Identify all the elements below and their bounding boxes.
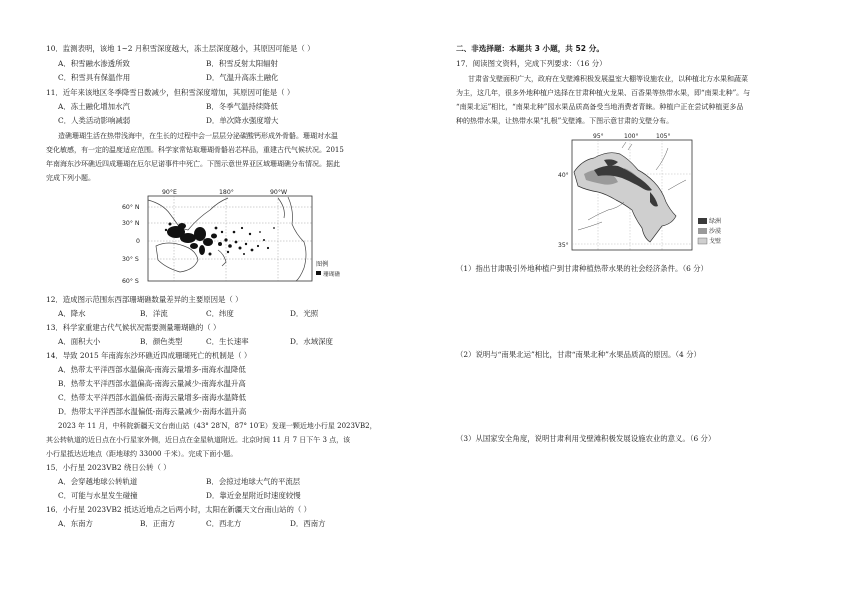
map1-lat-30s: 30° S <box>122 256 139 263</box>
q13-stem: 13．科学家重建古代气候状况需要测量珊瑚礁的（ ） <box>46 323 221 332</box>
passage1-line-3: 年南海东沙环礁近四成珊瑚在厄尔尼诺事件中死亡。下图示意世界亚区域珊瑚礁分布情况。据此 <box>46 160 340 168</box>
q14-option-c[interactable]: C．热带太平洋西部水温偏低-南海云量增多-南海水温降低 <box>58 393 247 402</box>
q15-stem: 15．小行星 2023VB2 绕日公转（ ） <box>46 463 171 472</box>
map2-lat-35: 35° <box>558 242 569 249</box>
q15-option-a[interactable]: A．会穿越地球公转轨道 <box>58 477 138 486</box>
map2-lat-40: 40° <box>558 172 569 179</box>
legend-oasis-swatch <box>698 218 707 224</box>
q12-option-c[interactable]: C．纬度 <box>206 309 234 318</box>
legend-desert-swatch <box>698 228 707 234</box>
legend-desert: 沙漠 <box>709 228 722 235</box>
map2-lon-100: 100° <box>624 133 639 140</box>
map1-lat-60s: 60° S <box>122 278 139 285</box>
section-title: 二、非选择题：本题共 3 小题，共 52 分。 <box>456 44 604 53</box>
q14-option-d[interactable]: D．热带太平洋西部水温偏低-南海云量减少-南海水温升高 <box>58 407 247 416</box>
passage2-line-1: 2023 年 11 月，中科院新疆天文台南山站（43° 28′N，87° 10′E）发现一颗近地小行星 2023VB2， <box>58 422 377 430</box>
map2-lon-105: 105° <box>656 133 671 140</box>
q15-option-d[interactable]: D．靠近金星附近时速度较慢 <box>206 491 301 500</box>
q10-option-a[interactable]: A．积雪融水渗透所致 <box>58 59 130 68</box>
map2-lon-95: 95° <box>593 133 604 140</box>
q11-option-c[interactable]: C．人类活动影响减弱 <box>58 116 131 125</box>
right-column <box>430 0 860 589</box>
q16-option-b[interactable]: B．正南方 <box>140 519 175 528</box>
map1-lon-180: 180° <box>219 189 234 196</box>
q17-passage-line-2: 为主，这几年，很多外地种植户选择在甘肃种植火龙果、百香果等热带水果，即“南果北种”。与 <box>456 89 751 97</box>
q11-option-a[interactable]: A．冻土融化增加水汽 <box>58 102 130 111</box>
q12-option-a[interactable]: A．降水 <box>58 309 86 318</box>
q14-option-b[interactable]: B．热带太平洋西部水温偏高-南海云量减少-南海水温升高 <box>58 379 246 388</box>
q10-option-d[interactable]: D．气温升高冻土融化 <box>206 73 279 82</box>
q16-option-a[interactable]: A．东南方 <box>58 519 93 528</box>
map1-legend-title: 图例 <box>316 261 329 268</box>
q16-stem: 16．小行星 2023VB2 抵达近地点之后两小时，太阳在新疆天文台南山站的（ ） <box>46 505 312 514</box>
passage1-line-2: 变化敏感，有一定的温度适应范围。科学家常钻取珊瑚骨骼岩芯样品，重建古代气候状况。2015 <box>46 146 344 154</box>
q17-passage-line-3: “南果北运”相比，“南果北种”园水果品质高备受当地消费者青睐。种植户正在尝试种植更多品 <box>456 103 744 111</box>
q17-sub-1: （1）指出甘肃吸引外地种植户到甘肃种植热带水果的社会经济条件。（6 分） <box>456 264 708 273</box>
map1-legend-swatch <box>316 271 321 275</box>
q17-sub-2: （2）说明与“南果北运”相比，甘肃“南果北种”水果品质高的原因。（4 分） <box>456 350 701 359</box>
q17-sub-3: （3）从国家安全角度，说明甘肃利用戈壁滩积极发展设施农业的意义。（6 分） <box>456 434 716 443</box>
q15-option-b[interactable]: B．会掠过地球大气的平流层 <box>206 477 301 486</box>
passage2-line-2: 其公转轨道的近日点在小行星家外侧，近日点在金星轨道附近。北京时间 11 月 7 日下午 3 点，该 <box>46 436 351 444</box>
q14-stem: 14．导致 2015 年南海东沙环礁近四成珊瑚死亡的机制是（ ） <box>46 351 252 360</box>
q11-stem: 11．近年来该地区冬季降雪日数减少，但积雪深度增加，其原因可能是（ ） <box>46 88 295 97</box>
map1-lon-90w: 90°W <box>270 189 288 196</box>
q12-stem: 12．造成图示范围东西部珊瑚礁数量差异的主要原因是（ ） <box>46 295 243 304</box>
map1-legend-item: 珊瑚礁 <box>323 272 340 278</box>
q16-option-c[interactable]: C．西北方 <box>206 519 242 528</box>
passage1-line-4: 完成下列小题。 <box>46 174 95 182</box>
q17-head: 17．阅读图文资料，完成下列要求：（16 分） <box>456 59 607 68</box>
q15-option-c[interactable]: C．可能与水星发生碰撞 <box>58 491 138 500</box>
coral-reef-map <box>118 188 340 290</box>
q12-option-d[interactable]: D．光照 <box>290 309 319 318</box>
q13-option-c[interactable]: C．生长速率 <box>206 337 249 346</box>
q12-option-b[interactable]: B．洋流 <box>140 309 168 318</box>
q10-stem: 10．监测表明，该地 1~2 月积雪深度越大，冻土层深度越小，其原因可能是（ ） <box>46 44 315 53</box>
passage2-line-3: 小行星抵达近地点（距地球约 33000 千米）。完成下面小题。 <box>46 450 238 458</box>
q10-option-b[interactable]: B．积雪反射太阳辐射 <box>206 59 278 68</box>
map1-lat-60n: 60° N <box>122 204 140 211</box>
legend-oasis: 绿洲 <box>709 218 722 225</box>
q10-option-c[interactable]: C．积雪具有保温作用 <box>58 73 131 82</box>
map1-lat-0: 0 <box>136 238 140 245</box>
q13-option-b[interactable]: B．颜色类型 <box>140 337 183 346</box>
passage1-line-1: 造礁珊瑚生活在热带浅海中，在生长的过程中会一层层分泌碳酸钙形成外骨骼。珊瑚对水温 <box>58 132 338 140</box>
q13-option-a[interactable]: A．面积大小 <box>58 337 101 346</box>
legend-gobi: 戈壁 <box>709 238 722 245</box>
legend-gobi-swatch <box>698 238 707 244</box>
q17-passage-line-4: 种的热带水果，让热带水果“扎根”戈壁滩。下图示意甘肃的戈壁分布。 <box>456 117 674 125</box>
gansu-gobi-map <box>558 130 738 256</box>
q17-passage-line-1: 甘肃省戈壁面积广大，政府在戈壁滩积极发展温室大棚等设施农业，以种植北方水果和蔬菜 <box>468 75 748 83</box>
q16-option-d[interactable]: D．西南方 <box>290 519 326 528</box>
q11-option-d[interactable]: D．单次降水强度增大 <box>206 116 279 125</box>
q14-option-a[interactable]: A．热带太平洋西部水温偏高-南海云量增多-南海水温降低 <box>58 365 246 374</box>
q11-option-b[interactable]: B．冬季气温持续降低 <box>206 102 278 111</box>
q13-option-d[interactable]: D．水域深度 <box>290 337 333 346</box>
map1-lon-90e: 90°E <box>162 189 177 196</box>
map1-lat-30n: 30° N <box>122 220 140 227</box>
